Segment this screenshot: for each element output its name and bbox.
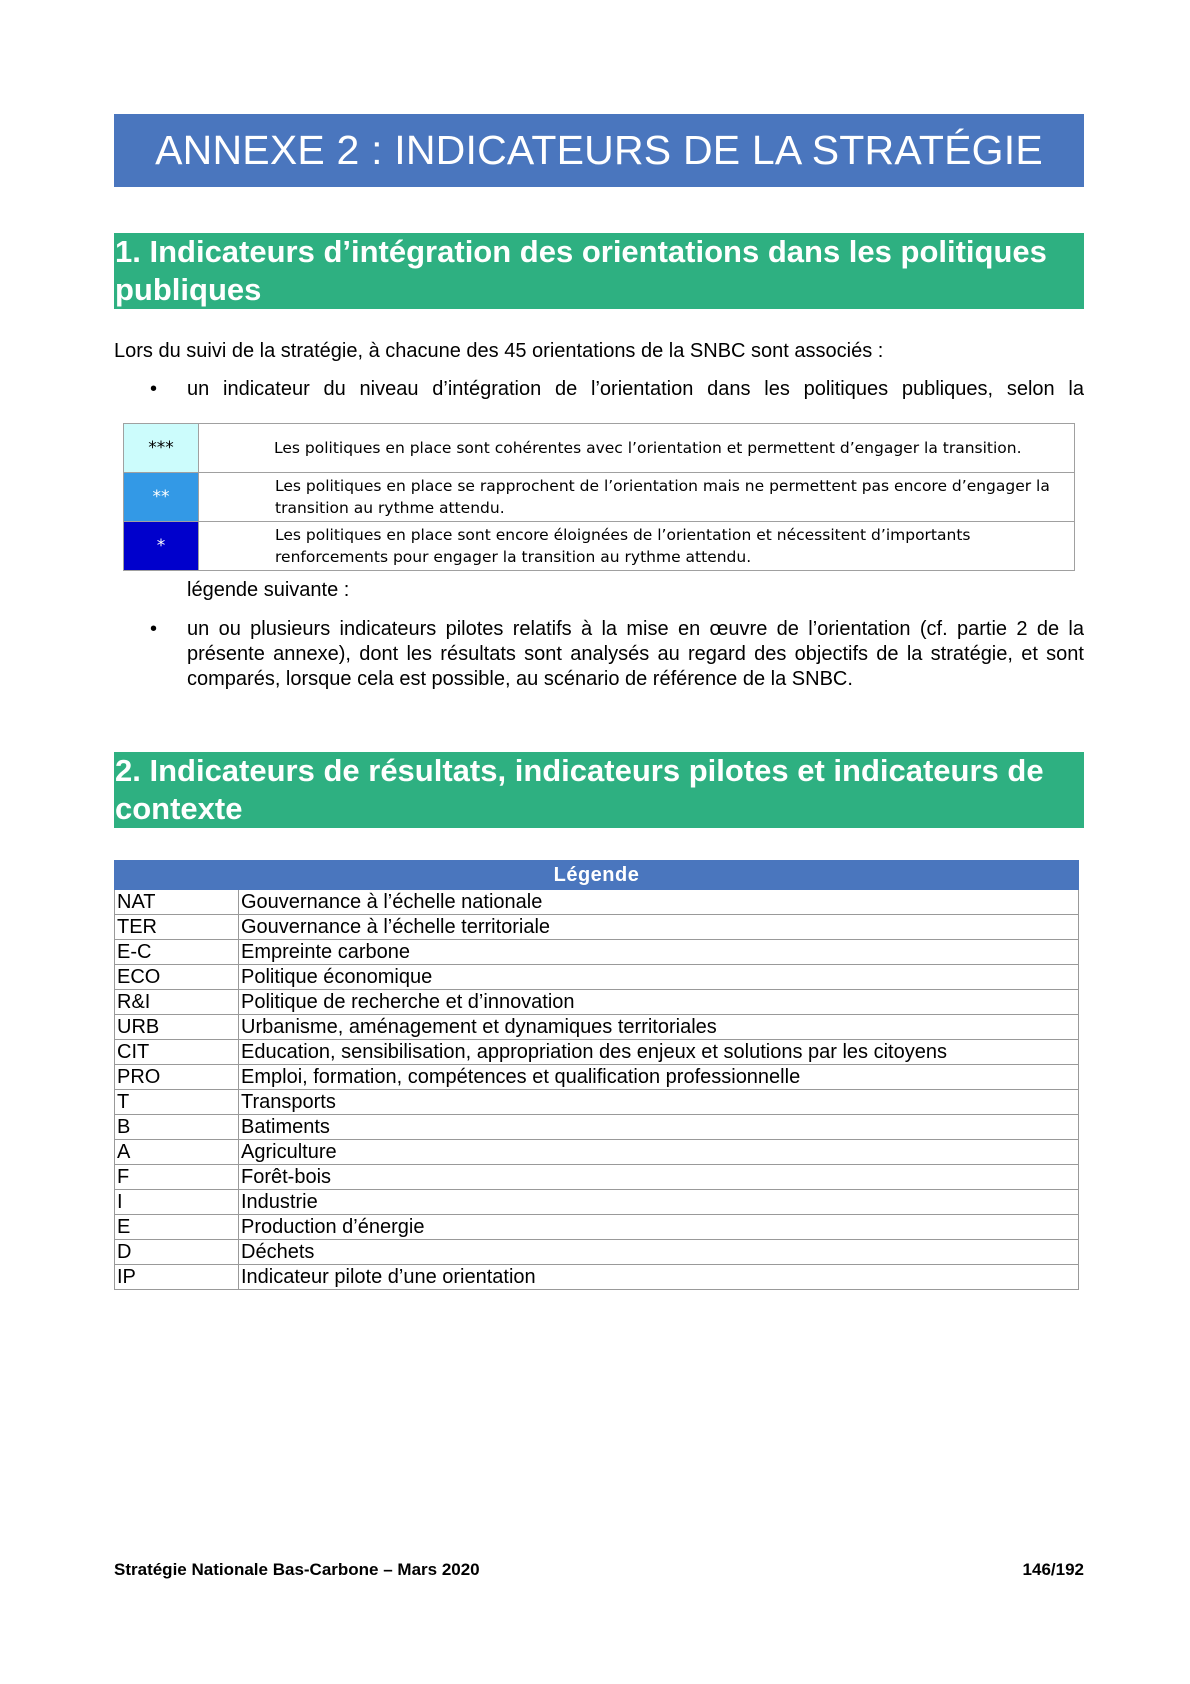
- annex-title-banner: ANNEXE 2 : INDICATEURS DE LA STRATÉGIE: [114, 114, 1084, 187]
- table-row: [115, 990, 1079, 1015]
- legend-label: Forêt-bois: [239, 1165, 1079, 1190]
- legend-label: Urbanisme, aménagement et dynamiques territoriales: [239, 1015, 1079, 1040]
- legend-code: A: [115, 1140, 239, 1165]
- table-row: [115, 1015, 1079, 1040]
- table-row: [115, 965, 1079, 990]
- legend-label: Batiments: [239, 1115, 1079, 1140]
- bullet-marker: •: [150, 618, 158, 640]
- legend-code: E: [115, 1215, 239, 1240]
- rating-symbol: **: [124, 473, 199, 522]
- legend-code: IP: [115, 1265, 239, 1290]
- legend-code: I: [115, 1190, 239, 1215]
- legend-label: Transports: [239, 1090, 1079, 1115]
- table-row: [115, 1215, 1079, 1240]
- intro-paragraph: Lors du suivi de la stratégie, à chacune des 45 orientations de la SNBC sont associés :: [114, 340, 884, 362]
- footer-page-number: 146/192: [1022, 1560, 1084, 1579]
- rating-legend-row: [124, 473, 1075, 522]
- legend-code: PRO: [115, 1065, 239, 1090]
- legend-label: Gouvernance à l’échelle nationale: [239, 890, 1079, 915]
- rating-symbol: ***: [124, 424, 199, 473]
- table-row: [115, 1090, 1079, 1115]
- legend-code: TER: [115, 915, 239, 940]
- table-row: [115, 1140, 1079, 1165]
- section-1-heading: 1. Indicateurs d’intégration des orientations dans les politiques publiques: [114, 233, 1084, 309]
- legend-label: Emploi, formation, compétences et qualification professionnelle: [239, 1065, 1079, 1090]
- table-row: [115, 1165, 1079, 1190]
- table-row: [115, 1190, 1079, 1215]
- rating-description: Les politiques en place se rapprochent de l’orientation mais ne permettent pas encore d’engager la transition au rythme attendu.: [199, 473, 1075, 522]
- table-row: [115, 1115, 1079, 1140]
- bullet-marker: •: [150, 378, 158, 400]
- legend-label: Politique de recherche et d’innovation: [239, 990, 1079, 1015]
- bullet-1-continuation: légende suivante :: [187, 579, 350, 601]
- bullet-2-text: un ou plusieurs indicateurs pilotes relatifs à la mise en œuvre de l’orientation (cf. partie 2 de la présente annexe), dont les résultats sont analysés au regard des objectifs de la stratégie, et sont comparés, lorsque cela est possible, au scénario de référence de la SNBC.: [187, 618, 1084, 690]
- rating-description: Les politiques en place sont encore éloignées de l’orientation et nécessitent d’importants renforcements pour engager la transition au rythme attendu.: [199, 522, 1075, 571]
- legend-label: Production d’énergie: [239, 1215, 1079, 1240]
- legend-code: CIT: [115, 1040, 239, 1065]
- legend-code: F: [115, 1165, 239, 1190]
- rating-legend-row: [124, 522, 1075, 571]
- table-row: [115, 1065, 1079, 1090]
- legend-label: Déchets: [239, 1240, 1079, 1265]
- indicator-legend-table: [114, 860, 1079, 1290]
- legend-label: Gouvernance à l’échelle territoriale: [239, 915, 1079, 940]
- legend-label: Agriculture: [239, 1140, 1079, 1165]
- rating-description: Les politiques en place sont cohérentes avec l’orientation et permettent d’engager la transition.: [199, 424, 1075, 473]
- legend-label: Empreinte carbone: [239, 940, 1079, 965]
- integration-rating-legend: [123, 423, 1075, 571]
- bullet-1-text: un indicateur du niveau d’intégration de l’orientation dans les politiques publiques, selon la: [187, 378, 1084, 400]
- legend-label: Indicateur pilote d’une orientation: [239, 1265, 1079, 1290]
- table-row: [115, 890, 1079, 915]
- legend-code: E-C: [115, 940, 239, 965]
- table-row: [115, 1240, 1079, 1265]
- table-row: [115, 940, 1079, 965]
- table-row: [115, 1040, 1079, 1065]
- legend-code: ECO: [115, 965, 239, 990]
- legend-label: Industrie: [239, 1190, 1079, 1215]
- legend-code: NAT: [115, 890, 239, 915]
- legend-code: T: [115, 1090, 239, 1115]
- legend-code: R&I: [115, 990, 239, 1015]
- legend-code: D: [115, 1240, 239, 1265]
- legend-table-header: Légende: [115, 861, 1079, 890]
- legend-label: Education, sensibilisation, appropriation des enjeux et solutions par les citoyens: [239, 1040, 1079, 1065]
- legend-code: B: [115, 1115, 239, 1140]
- rating-legend-row: [124, 424, 1075, 473]
- rating-symbol: *: [124, 522, 199, 571]
- legend-code: URB: [115, 1015, 239, 1040]
- table-row: [115, 915, 1079, 940]
- legend-label: Politique économique: [239, 965, 1079, 990]
- footer-document-title: Stratégie Nationale Bas-Carbone – Mars 2020: [114, 1560, 480, 1579]
- section-2-heading: 2. Indicateurs de résultats, indicateurs pilotes et indicateurs de contexte: [114, 752, 1084, 828]
- table-row: [115, 1265, 1079, 1290]
